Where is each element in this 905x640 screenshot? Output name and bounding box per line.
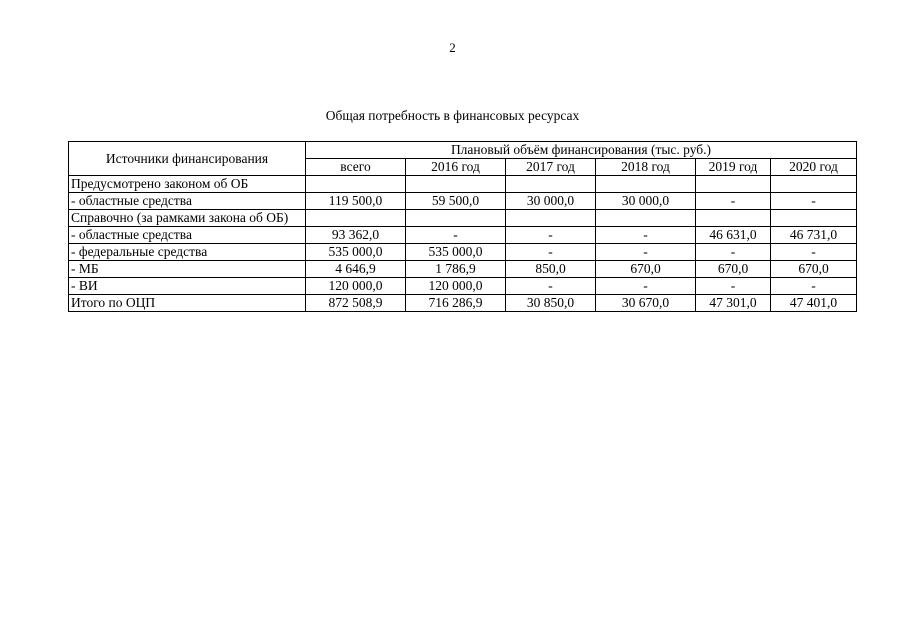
table-row	[69, 210, 857, 227]
cell-value: 30 850,0	[506, 295, 596, 312]
col-header-2016: 2016 год	[406, 159, 506, 176]
cell-value	[596, 176, 696, 193]
cell-value	[696, 210, 771, 227]
cell-value: 850,0	[506, 261, 596, 278]
cell-value: 30 670,0	[596, 295, 696, 312]
cell-value: 670,0	[596, 261, 696, 278]
cell-value: -	[506, 244, 596, 261]
document-title: Общая потребность в финансовых ресурсах	[325, 108, 580, 123]
cell-value: -	[506, 278, 596, 295]
row-label: - областные средства	[69, 193, 306, 210]
cell-value: 59 500,0	[406, 193, 506, 210]
cell-value	[406, 176, 506, 193]
cell-value: 93 362,0	[306, 227, 406, 244]
header-sources: Источники финансирования	[69, 142, 306, 176]
cell-value	[596, 210, 696, 227]
cell-value: -	[771, 278, 857, 295]
cell-value	[306, 210, 406, 227]
cell-value: -	[771, 193, 857, 210]
cell-value: 30 000,0	[506, 193, 596, 210]
cell-value: -	[696, 278, 771, 295]
cell-value: -	[596, 244, 696, 261]
row-label: - областные средства	[69, 227, 306, 244]
cell-value: 535 000,0	[406, 244, 506, 261]
header-row-1	[69, 142, 857, 159]
row-label: Итого по ОЦП	[69, 295, 306, 312]
col-header-2017: 2017 год	[506, 159, 596, 176]
cell-value	[506, 210, 596, 227]
cell-value	[406, 210, 506, 227]
cell-value	[771, 210, 857, 227]
table-row	[69, 176, 857, 193]
cell-value: 872 508,9	[306, 295, 406, 312]
table-row-total	[69, 295, 857, 312]
cell-value: -	[406, 227, 506, 244]
cell-value: 535 000,0	[306, 244, 406, 261]
cell-value: 30 000,0	[596, 193, 696, 210]
cell-value: 120 000,0	[406, 278, 506, 295]
table-row	[69, 261, 857, 278]
row-label: - ВИ	[69, 278, 306, 295]
cell-value: 670,0	[771, 261, 857, 278]
financing-table	[68, 141, 857, 312]
cell-value: 119 500,0	[306, 193, 406, 210]
cell-value: -	[771, 244, 857, 261]
cell-value: 4 646,9	[306, 261, 406, 278]
col-header-2019: 2019 год	[696, 159, 771, 176]
cell-value: 120 000,0	[306, 278, 406, 295]
cell-value: 47 401,0	[771, 295, 857, 312]
header-plan: Плановый объём финансирования (тыс. руб.)	[306, 142, 857, 159]
col-header-2020: 2020 год	[771, 159, 857, 176]
col-header-total: всего	[306, 159, 406, 176]
table-row	[69, 227, 857, 244]
cell-value: -	[596, 278, 696, 295]
cell-value: 670,0	[696, 261, 771, 278]
cell-value	[506, 176, 596, 193]
table-row	[69, 244, 857, 261]
cell-value: 47 301,0	[696, 295, 771, 312]
row-label: Справочно (за рамками закона об ОБ)	[69, 210, 306, 227]
cell-value	[771, 176, 857, 193]
cell-value: -	[506, 227, 596, 244]
page-number: 2	[449, 40, 456, 55]
row-label: Предусмотрено законом об ОБ	[69, 176, 306, 193]
row-label: - МБ	[69, 261, 306, 278]
cell-value	[306, 176, 406, 193]
col-header-2018: 2018 год	[596, 159, 696, 176]
table-row	[69, 193, 857, 210]
cell-value: -	[596, 227, 696, 244]
cell-value: -	[696, 193, 771, 210]
cell-value	[696, 176, 771, 193]
row-label: - федеральные средства	[69, 244, 306, 261]
cell-value: 46 731,0	[771, 227, 857, 244]
cell-value: 46 631,0	[696, 227, 771, 244]
cell-value: -	[696, 244, 771, 261]
cell-value: 716 286,9	[406, 295, 506, 312]
table-row	[69, 278, 857, 295]
cell-value: 1 786,9	[406, 261, 506, 278]
